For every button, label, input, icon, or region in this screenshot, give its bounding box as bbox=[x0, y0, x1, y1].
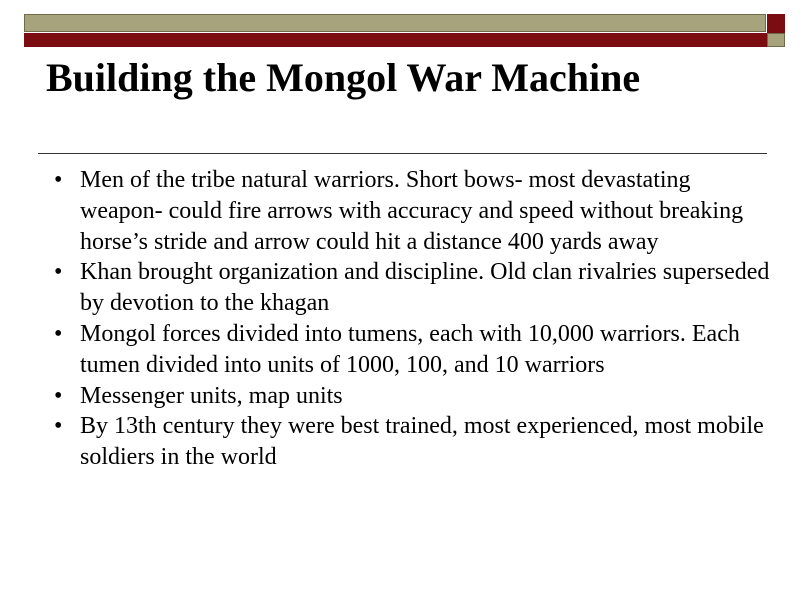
bullet-text: Men of the tribe natural warriors. Short bows- most devastating weapon- could fire arrows with accuracy and speed without breaking horse’s stride and arrow could hit a distance 400 yards away bbox=[80, 167, 744, 255]
header-maroon-bar bbox=[24, 33, 785, 47]
bullet-item bbox=[54, 319, 774, 381]
bullet-item bbox=[54, 381, 774, 412]
corner-maroon-square bbox=[767, 14, 785, 33]
bullet-icon: • bbox=[54, 167, 63, 193]
header-olive-bar bbox=[24, 14, 766, 32]
slide-title: Building the Mongol War Machine bbox=[46, 55, 641, 100]
title-divider bbox=[38, 153, 767, 154]
bullet-item bbox=[54, 257, 774, 319]
bullet-icon: • bbox=[54, 320, 63, 347]
bullet-text: By 13th century they were best trained, most experienced, most mobile soldiers in the world bbox=[80, 413, 764, 471]
bullet-icon: • bbox=[54, 259, 63, 286]
bullet-icon: • bbox=[54, 413, 63, 440]
bullet-text: Messenger units, map units bbox=[80, 382, 343, 409]
bullet-item bbox=[54, 165, 774, 257]
bullet-item bbox=[54, 411, 774, 473]
bullet-list bbox=[54, 165, 774, 473]
bullet-icon: • bbox=[54, 382, 63, 409]
bullet-text: Khan brought organization and discipline. Old clan rivalries superseded by devotion to the khagan bbox=[80, 259, 770, 317]
bullet-text: Mongol forces divided into tumens, each with 10,000 warriors. Each tumen divided into units of 1000, 100, and 10 warriors bbox=[80, 320, 740, 378]
corner-olive-square bbox=[767, 33, 785, 47]
